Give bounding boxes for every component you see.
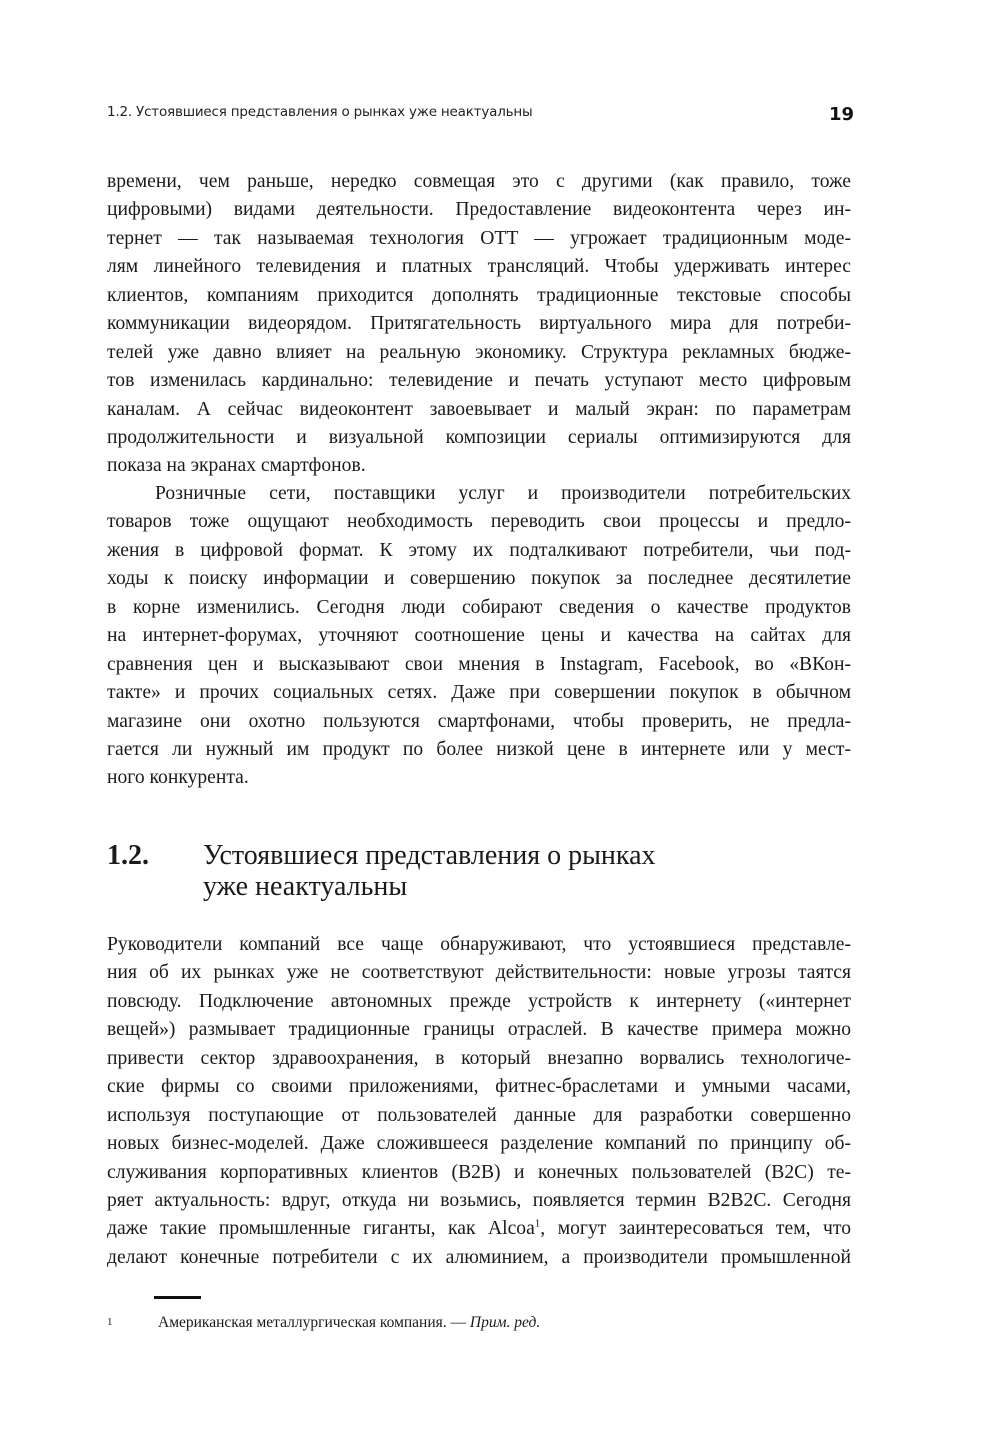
text-line: делают конечные потребители с их алюминием, а производители промышленной bbox=[107, 1246, 851, 1268]
text-line: телей уже давно влияет на реальную экономику. Структура рекламных бюдже- bbox=[107, 341, 851, 363]
text-line: служивания корпоративных клиентов (B2B) и конечных пользователей (B2C) те- bbox=[107, 1161, 851, 1183]
text-line: сравнения цен и высказывают свои мнения в Instagram, Facebook, во «ВКон- bbox=[107, 653, 851, 675]
text-line: продолжительности и визуальной композиции сериалы оптимизируются для bbox=[107, 426, 851, 448]
footnote-text bbox=[158, 1314, 540, 1332]
running-header: 1.2. Устоявшиеся представления о рынках уже неактуальны bbox=[107, 104, 533, 120]
text-line: жения в цифровой формат. К этому их подталкивают потребители, чьи под- bbox=[107, 539, 851, 561]
footnote-reference[interactable]: 1 bbox=[534, 1217, 541, 1230]
page-number: 19 bbox=[829, 104, 855, 125]
paragraph-3 bbox=[107, 931, 851, 1272]
text-segment: , могут заинтересоваться тем, что bbox=[540, 1218, 851, 1240]
text-line: ряет актуальность: вдруг, откуда ни возьмись, появляется термин B2B2C. Сегодня bbox=[107, 1189, 851, 1211]
text-line: на интернет-форумах, уточняют соотношение цены и качества на сайтах для bbox=[107, 625, 851, 647]
text-line: лям линейного телевидения и платных трансляций. Чтобы удерживать интерес bbox=[107, 256, 851, 278]
text-line: ния об их рынках уже не соответствуют действительности: новые угрозы таятся bbox=[107, 962, 851, 984]
text-line: магазине они охотно пользуются смартфонами, чтобы проверить, не предла- bbox=[107, 710, 851, 732]
footnote-mark: 1 bbox=[107, 1316, 113, 1328]
paragraph-2 bbox=[107, 480, 851, 793]
text-line: ного конкурента. bbox=[107, 767, 249, 789]
text-line: повсюду. Подключение автономных прежде устройств к интернету («интернет bbox=[107, 990, 851, 1012]
text-line: времени, чем раньше, нередко совмещая это с другими (как правило, тоже bbox=[107, 171, 851, 192]
text-line: ходы к поиску информации и совершению покупок за последнее десятилетие bbox=[107, 568, 851, 590]
text-line: тернет — так называемая технология OTT — угрожает традиционным моде- bbox=[107, 227, 851, 249]
text-line: товаров тоже ощущают необходимость переводить свои процессы и предло- bbox=[107, 511, 851, 533]
paragraph-1 bbox=[107, 168, 851, 481]
section-number: 1.2. bbox=[107, 840, 149, 871]
text-line: такте» и прочих социальных сетях. Даже при совершении покупок в обычном bbox=[107, 682, 851, 704]
footnote-divider bbox=[154, 1296, 201, 1299]
text-line: тов изменилась кардинально: телевидение и печать уступают место цифровым bbox=[107, 370, 851, 392]
text-line: ские фирмы со своими приложениями, фитнес-браслетами и умными часами, bbox=[107, 1076, 851, 1098]
text-line: каналам. А сейчас видеоконтент завоевывает и малый экран: по параметрам bbox=[107, 398, 851, 420]
text-line: вещей») размывает традиционные границы отраслей. В качестве примера можно bbox=[107, 1019, 851, 1041]
text-line: гается ли нужный им продукт по более низкой цене в интернете или у мест- bbox=[107, 738, 851, 760]
text-line: привести сектор здравоохранения, в который внезапно ворвались технологиче- bbox=[107, 1047, 851, 1069]
text-line: показа на экранах смартфонов. bbox=[107, 455, 366, 477]
text-line: клиентов, компаниям приходится дополнять традиционные текстовые способы bbox=[107, 284, 851, 306]
text-line: в корне изменились. Сегодня люди собирают сведения о качестве продуктов bbox=[107, 596, 851, 618]
text-line: новых бизнес-моделей. Даже сложившееся разделение компаний по принципу об- bbox=[107, 1133, 851, 1155]
text-line: Руководители компаний все чаще обнаруживают, что устоявшиеся представле- bbox=[107, 934, 851, 955]
text-line: цифровыми) видами деятельности. Предоставление видеоконтента через ин- bbox=[107, 199, 851, 221]
text-segment: даже такие промышленные гиганты, как Alcoa bbox=[107, 1218, 535, 1240]
section-title-line-2: уже неактуальны bbox=[203, 871, 408, 902]
text-line: коммуникации видеорядом. Притягательность виртуального мира для потреби- bbox=[107, 313, 851, 335]
text-line: используя поступающие от пользователей данные для разработки совершенно bbox=[107, 1104, 851, 1126]
section-title bbox=[203, 840, 656, 902]
footnote-editor-note: Прим. ред. bbox=[469, 1314, 541, 1331]
text-line bbox=[107, 1215, 851, 1243]
text-line: Розничные сети, поставщики услуг и производители потребительских bbox=[155, 483, 851, 504]
section-title-line-1: Устоявшиеся представления о рынках bbox=[203, 840, 656, 871]
footnote-body: Американская металлургическая компания. — bbox=[158, 1314, 470, 1331]
